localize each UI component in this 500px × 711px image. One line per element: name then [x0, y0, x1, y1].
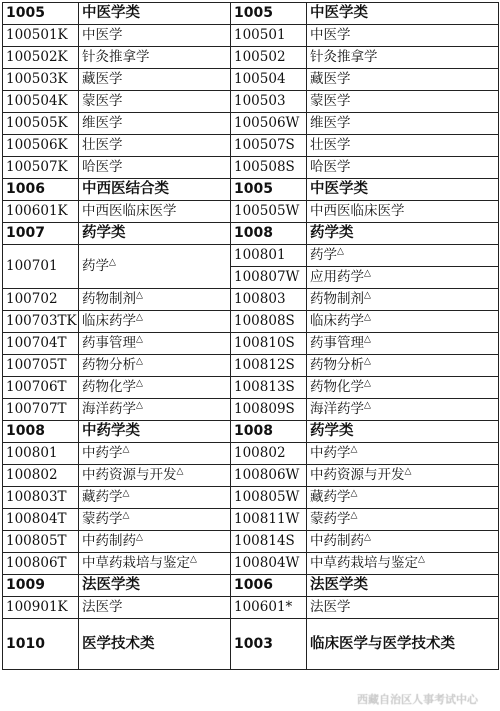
left-name: [79, 201, 231, 223]
table-row: [3, 289, 499, 311]
left-name-text: 药学: [82, 258, 109, 274]
right-name: [307, 267, 499, 289]
right-code-text: 1006: [234, 577, 273, 593]
right-code-text: 100501: [234, 27, 286, 43]
right-name-text: 中医学: [310, 27, 351, 43]
right-name-text: 中药学: [310, 445, 351, 461]
left-code-text: 1006: [6, 181, 45, 197]
left-name: [79, 25, 231, 47]
right-code-text: 100804W: [234, 555, 300, 571]
triangle-mark: △: [136, 378, 143, 389]
right-code: [231, 575, 307, 597]
left-code-text: 100504K: [6, 93, 68, 109]
right-code: [231, 619, 307, 670]
right-name-text: 药学类: [310, 225, 354, 241]
triangle-mark: △: [350, 444, 358, 455]
left-code: [3, 575, 79, 597]
category-row: [3, 223, 499, 245]
right-name-text: 中草药栽培与鉴定: [310, 555, 418, 571]
left-code: [3, 465, 79, 487]
left-code-text: 100803T: [6, 489, 67, 505]
right-name: [307, 619, 499, 670]
right-code-text: 100803: [234, 291, 286, 307]
right-name-text: 藏药学: [310, 489, 351, 505]
left-name: [79, 619, 231, 670]
left-name: [79, 113, 231, 135]
left-name-text: 哈医学: [82, 159, 123, 175]
left-code-text: 100901K: [6, 599, 68, 615]
left-code-text: 1008: [6, 423, 45, 439]
right-name: [307, 509, 499, 531]
left-name-text: 藏医学: [82, 71, 123, 87]
left-name-text: 中医学: [82, 27, 123, 43]
left-name: [79, 245, 231, 289]
triangle-mark: △: [109, 257, 116, 268]
left-code: [3, 421, 79, 443]
right-name: [307, 69, 499, 91]
right-code: [231, 289, 307, 311]
triangle-mark: △: [350, 510, 358, 521]
left-code: [3, 135, 79, 157]
right-code-text: 100814S: [234, 533, 295, 549]
right-name: [307, 531, 499, 553]
triangle-mark: △: [136, 312, 143, 323]
right-name-text: 临床药学: [310, 313, 364, 329]
right-code-text: 1005: [234, 5, 273, 21]
right-name: [307, 47, 499, 69]
right-name: [307, 399, 499, 421]
right-code: [231, 377, 307, 399]
right-code-text: 100801: [234, 247, 286, 263]
left-code-text: 100702: [6, 291, 58, 307]
left-name: [79, 553, 231, 575]
left-code-text: 100503K: [6, 71, 68, 87]
left-name: [79, 69, 231, 91]
right-code-text: 100807W: [234, 269, 300, 285]
right-name: [307, 289, 499, 311]
left-code-text: 100703TK: [6, 313, 77, 329]
left-name: [79, 509, 231, 531]
left-name-text: 针灸推拿学: [82, 49, 150, 65]
triangle-mark: △: [364, 290, 371, 301]
left-code-text: 100502K: [6, 49, 68, 65]
right-name-text: 蒙医学: [310, 93, 351, 109]
right-code: [231, 223, 307, 245]
right-name: [307, 223, 499, 245]
right-code-text: 100508S: [234, 159, 295, 175]
left-code: [3, 47, 79, 69]
left-name: [79, 421, 231, 443]
left-name: [79, 597, 231, 619]
triangle-mark: △: [350, 488, 358, 499]
left-name: [79, 333, 231, 355]
left-name: [79, 91, 231, 113]
right-code: [231, 333, 307, 355]
left-name: [79, 465, 231, 487]
right-name: [307, 421, 499, 443]
left-code-text: 100804T: [6, 511, 67, 527]
left-name-text: 壮医学: [82, 137, 123, 153]
right-code-text: 100802: [234, 445, 286, 461]
table-row: [3, 465, 499, 487]
left-code: [3, 333, 79, 355]
right-code: [231, 69, 307, 91]
left-code-text: 1005: [6, 5, 45, 21]
right-code: [231, 245, 307, 267]
left-code: [3, 509, 79, 531]
right-name-text: 中西医临床医学: [310, 203, 405, 219]
right-name: [307, 553, 499, 575]
table-row: [3, 135, 499, 157]
right-name: [307, 179, 499, 201]
left-name-text: 中药制药: [82, 533, 136, 549]
table-row: [3, 597, 499, 619]
left-name: [79, 311, 231, 333]
table-row: [3, 531, 499, 553]
right-code-text: 100507S: [234, 137, 295, 153]
left-name-text: 药事管理: [82, 335, 136, 351]
left-name: [79, 157, 231, 179]
table-row: [3, 25, 499, 47]
table-row: [3, 69, 499, 91]
left-name: [79, 531, 231, 553]
right-name-text: 针灸推拿学: [310, 49, 378, 65]
right-code: [231, 179, 307, 201]
left-name-text: 法医学类: [82, 577, 140, 593]
left-name: [79, 179, 231, 201]
left-code-text: 100601K: [6, 203, 68, 219]
left-code: [3, 597, 79, 619]
table-row: [3, 113, 499, 135]
right-name-text: 海洋药学: [310, 401, 364, 417]
right-code: [231, 421, 307, 443]
right-code-text: 100805W: [234, 489, 300, 505]
table-body: [3, 3, 499, 670]
left-name-text: 中药学: [82, 445, 123, 461]
right-code: [231, 47, 307, 69]
left-code: [3, 487, 79, 509]
left-name-text: 中医学类: [82, 5, 140, 21]
left-name: [79, 3, 231, 25]
table-row: [3, 91, 499, 113]
right-name-text: 药物分析: [310, 357, 364, 373]
left-name-text: 维医学: [82, 115, 123, 131]
right-name-text: 药事管理: [310, 335, 364, 351]
right-name: [307, 487, 499, 509]
right-code: [231, 443, 307, 465]
right-code: [231, 465, 307, 487]
left-name: [79, 443, 231, 465]
right-code-text: 100506W: [234, 115, 300, 131]
left-code: [3, 399, 79, 421]
triangle-mark: △: [136, 290, 143, 301]
table-row: [3, 333, 499, 355]
left-name-text: 药物化学: [82, 379, 136, 395]
left-code: [3, 201, 79, 223]
right-code: [231, 3, 307, 25]
right-name: [307, 355, 499, 377]
left-name-text: 法医学: [82, 599, 123, 615]
watermark: 西藏自治区人事考试中心: [357, 693, 478, 706]
left-code: [3, 553, 79, 575]
category-row: [3, 179, 499, 201]
right-name-text: 壮医学: [310, 137, 351, 153]
left-name-text: 临床药学: [82, 313, 136, 329]
table-row: [3, 553, 499, 575]
table-row: [3, 377, 499, 399]
right-name-text: 蒙药学: [310, 511, 351, 527]
right-name: [307, 443, 499, 465]
right-code-text: 1003: [234, 635, 273, 652]
triangle-mark: △: [136, 400, 143, 411]
triangle-mark: △: [176, 466, 184, 477]
left-name: [79, 487, 231, 509]
right-name: [307, 157, 499, 179]
table-row: [3, 311, 499, 333]
left-name: [79, 377, 231, 399]
table-row: [3, 201, 499, 223]
right-name-text: 哈医学: [310, 159, 351, 175]
right-name-text: 法医学类: [310, 577, 368, 593]
right-code: [231, 355, 307, 377]
right-code: [231, 399, 307, 421]
left-code: [3, 113, 79, 135]
right-code: [231, 157, 307, 179]
right-name: [307, 135, 499, 157]
right-code: [231, 25, 307, 47]
left-code-text: 100805T: [6, 533, 67, 549]
right-name: [307, 575, 499, 597]
table-row: [3, 245, 499, 267]
left-code-text: 100707T: [6, 401, 67, 417]
right-code-text: 100811W: [234, 511, 300, 527]
category-row: [3, 3, 499, 25]
right-code: [231, 311, 307, 333]
left-name-text: 中药资源与开发: [82, 467, 177, 483]
left-code: [3, 91, 79, 113]
right-name-text: 药物制剂: [310, 291, 364, 307]
triangle-mark: △: [122, 488, 130, 499]
right-code: [231, 113, 307, 135]
left-code: [3, 377, 79, 399]
triangle-mark: △: [122, 510, 130, 521]
triangle-mark: △: [404, 466, 412, 477]
table-row: [3, 443, 499, 465]
table-row: [3, 399, 499, 421]
left-code-text: 100801: [6, 445, 58, 461]
major-comparison-table: [2, 2, 499, 670]
left-code: [3, 69, 79, 91]
right-code-text: 100810S: [234, 335, 295, 351]
left-code-text: 1010: [6, 635, 45, 652]
left-code-text: 100705T: [6, 357, 67, 373]
right-name-text: 法医学: [310, 599, 351, 615]
right-code-text: 1008: [234, 423, 273, 439]
triangle-mark: △: [364, 268, 371, 279]
left-name-text: 中草药栽培与鉴定: [82, 555, 190, 571]
right-code-text: 100806W: [234, 467, 300, 483]
left-code: [3, 157, 79, 179]
left-code-text: 100806T: [6, 555, 67, 571]
right-code: [231, 487, 307, 509]
left-name-text: 中药学类: [82, 423, 140, 439]
left-code-text: 1009: [6, 577, 45, 593]
left-code: [3, 179, 79, 201]
right-name-text: 药物化学: [310, 379, 364, 395]
left-code-text: 100501K: [6, 27, 68, 43]
left-code: [3, 223, 79, 245]
right-code-text: 100601*: [234, 599, 293, 615]
left-name: [79, 355, 231, 377]
triangle-mark: △: [364, 356, 371, 367]
left-code: [3, 619, 79, 670]
right-code-text: 1005: [234, 181, 273, 197]
left-code: [3, 3, 79, 25]
right-code-text: 100503: [234, 93, 286, 109]
right-name-text: 药学类: [310, 423, 354, 439]
left-name: [79, 399, 231, 421]
right-name-text: 中药制药: [310, 533, 364, 549]
left-code-text: 100704T: [6, 335, 67, 351]
right-code: [231, 553, 307, 575]
triangle-mark: △: [364, 532, 371, 543]
left-code: [3, 355, 79, 377]
left-name-text: 药学类: [82, 225, 126, 241]
category-row: [3, 575, 499, 597]
left-code: [3, 531, 79, 553]
right-name: [307, 201, 499, 223]
right-code: [231, 135, 307, 157]
left-code-text: 100701: [6, 258, 58, 274]
left-code-text: 1007: [6, 225, 45, 241]
right-name: [307, 311, 499, 333]
right-code-text: 100504: [234, 71, 286, 87]
right-name: [307, 25, 499, 47]
left-code: [3, 289, 79, 311]
category-row: [3, 619, 499, 670]
right-code: [231, 201, 307, 223]
left-code-text: 100505K: [6, 115, 68, 131]
left-name-text: 药物制剂: [82, 291, 136, 307]
right-code: [231, 91, 307, 113]
left-name-text: 藏药学: [82, 489, 123, 505]
triangle-mark: △: [190, 554, 197, 565]
right-name: [307, 465, 499, 487]
table-row: [3, 487, 499, 509]
right-name-text: 中医学类: [310, 5, 368, 21]
right-name: [307, 113, 499, 135]
table-row: [3, 157, 499, 179]
right-name: [307, 245, 499, 267]
left-code-text: 100507K: [6, 159, 68, 175]
right-code-text: 100505W: [234, 203, 300, 219]
left-code: [3, 311, 79, 333]
right-name: [307, 377, 499, 399]
right-code-text: 100502: [234, 49, 286, 65]
left-name-text: 药物分析: [82, 357, 136, 373]
triangle-mark: △: [418, 554, 425, 565]
left-code-text: 100706T: [6, 379, 67, 395]
right-name-text: 中药资源与开发: [310, 467, 405, 483]
left-code-text: 100802: [6, 467, 58, 483]
left-name: [79, 575, 231, 597]
left-name-text: 中西医临床医学: [82, 203, 177, 219]
left-name-text: 中西医结合类: [82, 181, 169, 197]
triangle-mark: △: [364, 334, 371, 345]
right-code: [231, 597, 307, 619]
triangle-mark: △: [122, 444, 130, 455]
triangle-mark: △: [136, 356, 143, 367]
right-code-text: 100812S: [234, 357, 295, 373]
right-code: [231, 531, 307, 553]
right-name-text: 藏医学: [310, 71, 351, 87]
right-name: [307, 3, 499, 25]
right-code-text: 100809S: [234, 401, 295, 417]
left-code: [3, 25, 79, 47]
left-name: [79, 223, 231, 245]
left-code: [3, 443, 79, 465]
right-name-text: 临床医学与医学技术类: [310, 635, 455, 652]
triangle-mark: △: [364, 378, 371, 389]
left-name-text: 医学技术类: [82, 635, 155, 652]
table-row: [3, 509, 499, 531]
triangle-mark: △: [364, 312, 371, 323]
table-row: [3, 47, 499, 69]
right-code: [231, 509, 307, 531]
triangle-mark: △: [136, 532, 143, 543]
left-name-text: 蒙医学: [82, 93, 123, 109]
right-name-text: 维医学: [310, 115, 351, 131]
triangle-mark: △: [136, 334, 143, 345]
left-name: [79, 289, 231, 311]
triangle-mark: △: [364, 400, 371, 411]
category-row: [3, 421, 499, 443]
left-name-text: 海洋药学: [82, 401, 136, 417]
left-code-text: 100506K: [6, 137, 68, 153]
right-code: [231, 267, 307, 289]
right-name: [307, 91, 499, 113]
right-name-text: 药学: [310, 247, 337, 263]
triangle-mark: △: [337, 246, 344, 257]
left-name: [79, 47, 231, 69]
right-name-text: 应用药学: [310, 269, 364, 285]
right-code-text: 1008: [234, 225, 273, 241]
right-name-text: 中医学类: [310, 181, 368, 197]
right-name: [307, 597, 499, 619]
left-code: [3, 245, 79, 289]
left-name: [79, 135, 231, 157]
table-row: [3, 355, 499, 377]
left-name-text: 蒙药学: [82, 511, 123, 527]
right-name: [307, 333, 499, 355]
right-code-text: 100808S: [234, 313, 295, 329]
right-code-text: 100813S: [234, 379, 295, 395]
